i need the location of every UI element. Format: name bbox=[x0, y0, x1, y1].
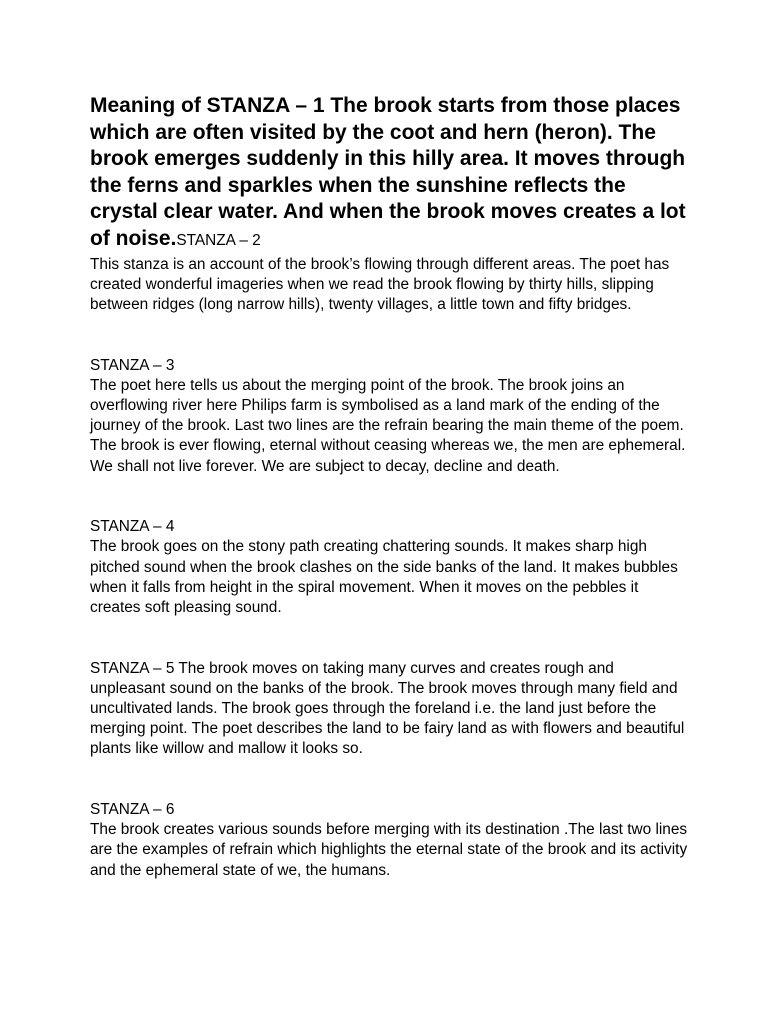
paragraph-gap bbox=[90, 618, 690, 658]
stanza-6-text: The brook creates various sounds before merging with its destination .The last two lines are the examples of refrain which highlights the eternal state of the brook and its activity and the ephemeral state of we, the humans. bbox=[90, 821, 688, 879]
stanza-1-paragraph bbox=[90, 93, 690, 255]
stanza-2-heading: STANZA – 2 bbox=[176, 231, 261, 249]
stanza-6-heading: STANZA – 6 bbox=[90, 800, 175, 818]
stanza-3-text: The poet here tells us about the merging point of the brook. The brook joins an overflowing river here Philips farm is symbolised as a land mark of the ending of the journey of the brook. Last two lines are the refrain bearing the main theme of the poem. The brook is ever flowing, eternal without ceasing whereas we, the men are ephemeral. We shall not live forever. We are subject to decay, decline and death. bbox=[90, 376, 686, 475]
stanza-2-text: This stanza is an account of the brook’s flowing through different areas. The poet has created wonderful imageries when we read the brook flowing by thirty hills, slipping between ridges (long narrow hills), twenty villages, a little town and fifty bridges. bbox=[90, 255, 670, 313]
stanza-3-heading: STANZA – 3 bbox=[90, 356, 175, 374]
paragraph-gap bbox=[90, 760, 690, 800]
stanza-5-text: STANZA – 5 The brook moves on taking many curves and creates rough and unpleasant sound on the banks of the brook. The brook moves through many field and uncultivated lands. The brook goes through the foreland i.e. the land just before the merging point. The poet describes the land to be fairy land as with flowers and beautiful plants like willow and mallow it looks so. bbox=[90, 659, 685, 758]
paragraph-gap bbox=[90, 315, 690, 355]
stanza-1-text: Meaning of STANZA – 1 The brook starts from those places which are often visited by the coot and hern (heron). The brook emerges suddenly in this hilly area. It moves through the ferns and sparkles when the sunshine reflects the crystal clear water. And when the brook moves creates a lot of noise. bbox=[90, 94, 686, 250]
document-page bbox=[90, 93, 690, 881]
stanza-4-text: The brook goes on the stony path creating chattering sounds. It makes sharp high pitched sound when the brook clashes on the side banks of the land. It makes bubbles when it falls from height in the spiral movement. When it moves on the pebbles it creates soft pleasing sound. bbox=[90, 538, 678, 616]
paragraph-gap bbox=[90, 477, 690, 517]
stanza-4-heading: STANZA – 4 bbox=[90, 518, 175, 536]
